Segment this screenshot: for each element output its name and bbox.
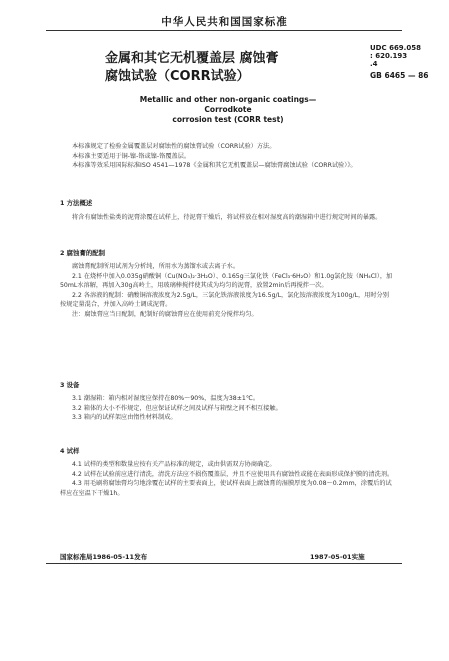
section-paragraph: 注：腐蚀膏应当日配制，配制好的腐蚀膏应在使用前充分搅拌均匀。 [72, 310, 258, 318]
udc-line-1: UDC 669.058 [370, 44, 421, 52]
section-heading: 4 试样 [60, 447, 80, 455]
title-chinese [105, 50, 279, 86]
section-heading: 2 腐蚀膏的配制 [60, 249, 106, 257]
section-heading: 3 设备 [60, 381, 80, 389]
section-paragraph: 4.3 用毛刷将腐蚀膏均匀地涂覆在试样的主要表面上，使试样表面上腐蚀膏的湿膜厚度为0.08～0.2mm，涂覆后的试样应在室温下干燥1h。 [60, 480, 392, 497]
title-zh-line-2: 腐蚀试验（CORR试验） [105, 69, 250, 84]
title-zh-line-1: 金属和其它无机覆盖层 腐蚀膏 [105, 51, 279, 66]
udc-code [370, 44, 434, 68]
title-en-line-1: Metallic and other non-organic coatings—Corrodkote [139, 95, 317, 114]
gb-number: GB 6465 — 86 [370, 71, 429, 80]
section-paragraph: 将含有腐蚀性盐类的泥膏涂覆在试样上，待泥膏干燥后，将试样放在相对湿度高的潮湿箱中进行规定时间的暴露。 [72, 214, 382, 221]
udc-line-2: : 620.193 [370, 52, 408, 60]
section-heading: 1 方法概述 [60, 199, 93, 207]
section-paragraph: 2.2 各溶液的配制：硝酸铜溶液浓度为2.5g/L，三氯化铁溶液浓度为16.5g/L，氯化铵溶液浓度为100g/L，用时分别按规定量混合，并加入高岭土调成泥膏。 [60, 291, 389, 309]
section-paragraph: 4.2 试样在试验前应进行清洗，清洗方法应不损伤覆盖层，并且不应使用具有腐蚀性或能在表面形成保护膜的清洗剂。 [72, 470, 394, 478]
section-body [60, 213, 395, 223]
standard-authority-header: 中华人民共和国国家标准 [161, 16, 288, 28]
title-english [128, 95, 328, 125]
footer-divider [46, 563, 402, 564]
intro-block [60, 142, 395, 171]
section-paragraph: 4.1 试样的类型和数量应按有关产品标准的规定，或由供需双方协商确定。 [72, 461, 276, 468]
intro-paragraph: 本标准等效采用国际标准ISO 4541—1978《金属和其它无机覆盖层—腐蚀膏腐蚀试验（CORR试验）》。 [72, 162, 357, 170]
section-paragraph: 腐蚀膏配制所用试剂为分析纯，所用水为蒸馏水或去离子水。 [72, 263, 240, 270]
section-paragraph: 3.3 箱内的试样架应由惰性材料制成。 [72, 414, 177, 422]
section-body [60, 394, 395, 423]
udc-line-3: .4 [370, 60, 378, 68]
effective-date: 1987-05-01实施 [310, 553, 365, 561]
title-en-line-2: corrosion test (CORR test) [172, 115, 284, 124]
intro-paragraph: 本标准规定了检验金属覆盖层对腐蚀性的腐蚀膏试验（CORR试验）方法。 [72, 143, 276, 150]
section-paragraph: 2.1 在烧杯中加入0.035g硝酸铜（Cu(NO₃)₂·3H₂O）、0.165g三氯化铁（FeCl₃·6H₂O）和1.0g氯化铵（NH₄Cl），加50mL水溶解，再加入30g高岭土，用玻璃棒搅拌使其成为均匀的泥膏，放置2min后再搅拌一次。 [60, 272, 393, 290]
section-body [60, 262, 395, 320]
section-paragraph: 3.2 箱体的大小不作规定，但应保证试样之间及试样与箱壁之间不相互接触。 [72, 404, 282, 412]
issue-date: 国家标准局1986-05-11发布 [60, 553, 148, 561]
section-paragraph: 3.1 潮湿箱：箱内相对湿度应保持在80%～90%，温度为38±1℃。 [72, 395, 260, 402]
header-divider [46, 30, 402, 31]
intro-paragraph: 本标准主要适用于铜-镍-铬或镍-铬覆盖层。 [72, 152, 191, 160]
section-body [60, 460, 395, 498]
